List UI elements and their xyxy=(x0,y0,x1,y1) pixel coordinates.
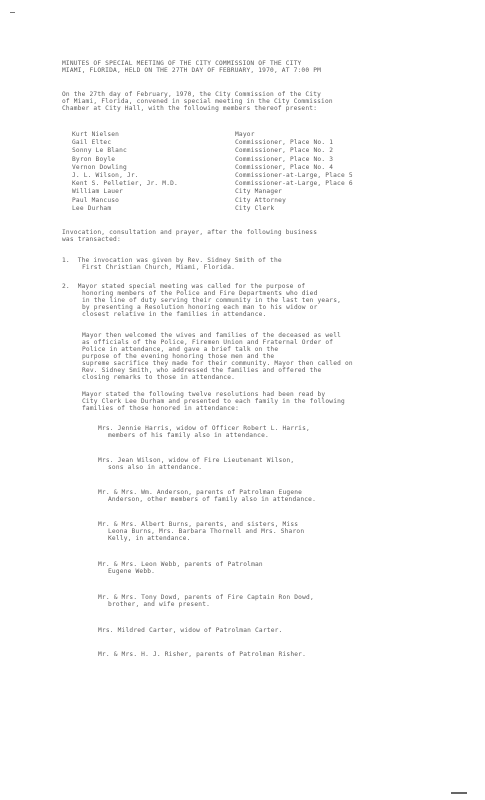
honoree-line: Leona Burns, Mrs. Barbara Thornell and Mrs. Sharon xyxy=(108,528,305,535)
honoree-line: Mr. & Mrs. Leon Webb, parents of Patrolman xyxy=(98,561,263,568)
item-line: by presenting a Resolution honoring each man to his widow or xyxy=(82,304,318,311)
item-line: 2. Mayor stated special meeting was called for the purpose of xyxy=(62,283,306,290)
mayor-remarks-paragraph xyxy=(82,332,442,381)
roll-call-row xyxy=(72,172,402,180)
member-name: J. L. Wilson, Jr. xyxy=(72,171,139,179)
honoree-entry xyxy=(98,521,428,542)
honoree-entry xyxy=(98,457,428,471)
member-name: Kent S. Pelletier, Jr. M.D. xyxy=(72,180,178,188)
member-title: Commissioner, Place No. 2 xyxy=(235,147,334,155)
item-line: First Christian Church, Miami, Florida. xyxy=(82,264,236,271)
honoree-entry xyxy=(98,489,428,503)
honoree-line: Anderson, other members of family also in attendance. xyxy=(108,496,317,503)
roll-call-list xyxy=(72,131,402,213)
roll-call-row xyxy=(72,205,402,213)
roll-call-row xyxy=(72,197,402,205)
roll-call-row xyxy=(72,147,402,155)
resolutions-paragraph xyxy=(82,391,442,412)
honoree-entry xyxy=(98,627,428,634)
agenda-item-1 xyxy=(62,257,422,271)
honoree-line: sons also in attendance. xyxy=(108,464,203,471)
agenda-item-2 xyxy=(62,283,422,318)
paragraph-line: closing remarks to those in attendance. xyxy=(82,374,236,381)
paragraph-line: Mayor stated the following twelve resolutions had been read by xyxy=(82,391,326,398)
paragraph-line: purpose of the evening honoring those men and the xyxy=(82,353,275,360)
roll-call-row xyxy=(72,156,402,164)
intro-line: of Miami, Florida, convened in special meeting in the City Commission xyxy=(62,98,333,105)
roll-call-row xyxy=(72,164,402,172)
paragraph-line: City Clerk Lee Durham and presented to each family in the following xyxy=(82,398,345,405)
intro-line: Chamber at City Hall, with the following members thereof present: xyxy=(62,105,318,112)
member-name: Gail Eltec xyxy=(72,139,112,147)
member-title: Mayor xyxy=(235,131,255,138)
member-name: Sonny Le Blanc xyxy=(72,147,127,155)
member-name: William Lauer xyxy=(72,188,124,196)
minutes-header xyxy=(62,60,422,74)
member-name: Kurt Nielsen xyxy=(72,131,120,138)
member-title: City Attorney xyxy=(235,196,287,204)
honoree-line: Mr. & Mrs. Wm. Anderson, parents of Patrolman Eugene xyxy=(98,489,303,496)
member-title: City Manager xyxy=(235,188,283,196)
item-line: 1. The invocation was given by Rev. Sidney Smith of the xyxy=(62,257,282,264)
invocation-line: Invocation, consultation and prayer, after the following business xyxy=(62,229,318,236)
member-title: Commissioner, Place No. 1 xyxy=(235,139,334,147)
member-name: Lee Durham xyxy=(72,204,112,212)
honoree-line: brother, and wife present. xyxy=(108,601,211,608)
honoree-line: Mr. & Mrs. Albert Burns, parents, and sisters, Miss xyxy=(98,521,299,528)
member-title: Commissioner, Place No. 3 xyxy=(235,155,334,163)
member-title: Commissioner-at-Large, Place 6 xyxy=(235,180,353,188)
intro-line: On the 27th day of February, 1970, the City Commission of the City xyxy=(62,91,322,98)
invocation-line: was transacted: xyxy=(62,236,121,243)
page-corner-mark xyxy=(10,12,15,13)
honoree-line: Mrs. Jean Wilson, widow of Fire Lieutenant Wilson, xyxy=(98,457,295,464)
member-title: City Clerk xyxy=(235,204,275,212)
roll-call-row xyxy=(72,188,402,196)
honoree-line: Mr. & Mrs. H. J. Risher, parents of Patrolman Risher. xyxy=(98,651,307,658)
paragraph-line: families of those honored in attendance: xyxy=(82,405,240,412)
member-name: Paul Mancuso xyxy=(72,196,120,204)
member-title: Commissioner-at-Large, Place 5 xyxy=(235,171,353,179)
page-footer-mark xyxy=(451,792,467,794)
invocation-paragraph xyxy=(62,229,422,243)
paragraph-line: Police in attendance, and gave a brief talk on the xyxy=(82,346,279,353)
paragraph-line: supreme sacrifice they made for their community. Mayor then called on xyxy=(82,360,353,367)
honoree-entry xyxy=(98,651,428,658)
roll-call-row xyxy=(72,139,402,147)
roll-call-row xyxy=(72,131,402,139)
item-line: honoring members of the Police and Fire Departments who died xyxy=(82,290,318,297)
intro-paragraph xyxy=(62,91,422,112)
member-name: Vernon Dowling xyxy=(72,163,127,171)
honoree-line: Kelly, in attendance. xyxy=(108,535,191,542)
member-name: Byron Boyle xyxy=(72,155,116,163)
member-title: Commissioner, Place No. 4 xyxy=(235,163,334,171)
item-line: in the line of duty serving their community in the last ten years, xyxy=(82,297,342,304)
honoree-line: Mrs. Jennie Harris, widow of Officer Robert L. Harris, xyxy=(98,425,310,432)
paragraph-line: Rev. Sidney Smith, who addressed the families and offered the xyxy=(82,367,322,374)
honoree-line: Mr. & Mrs. Tony Dowd, parents of Fire Captain Ron Dowd, xyxy=(98,594,314,601)
roll-call-row xyxy=(72,180,402,188)
honoree-line: Mrs. Mildred Carter, widow of Patrolman Carter. xyxy=(98,627,283,634)
honoree-line: Eugene Webb. xyxy=(108,568,156,575)
paragraph-line: Mayor then welcomed the wives and families of the deceased as well xyxy=(82,332,342,339)
header-line: MIAMI, FLORIDA, HELD ON THE 27TH DAY OF FEBRUARY, 1970, AT 7:00 PM xyxy=(62,67,322,74)
honoree-entry xyxy=(98,561,428,575)
item-line: closest relative in the families in attendance. xyxy=(82,311,267,318)
header-line: MINUTES OF SPECIAL MEETING OF THE CITY COMMISSION OF THE CITY xyxy=(62,60,302,67)
honoree-entry xyxy=(98,594,428,608)
honoree-entry xyxy=(98,425,428,439)
paragraph-line: as officials of the Police, Firemen Union and Fraternal Order of xyxy=(82,339,334,346)
honoree-line: members of his family also in attendance. xyxy=(108,432,269,439)
